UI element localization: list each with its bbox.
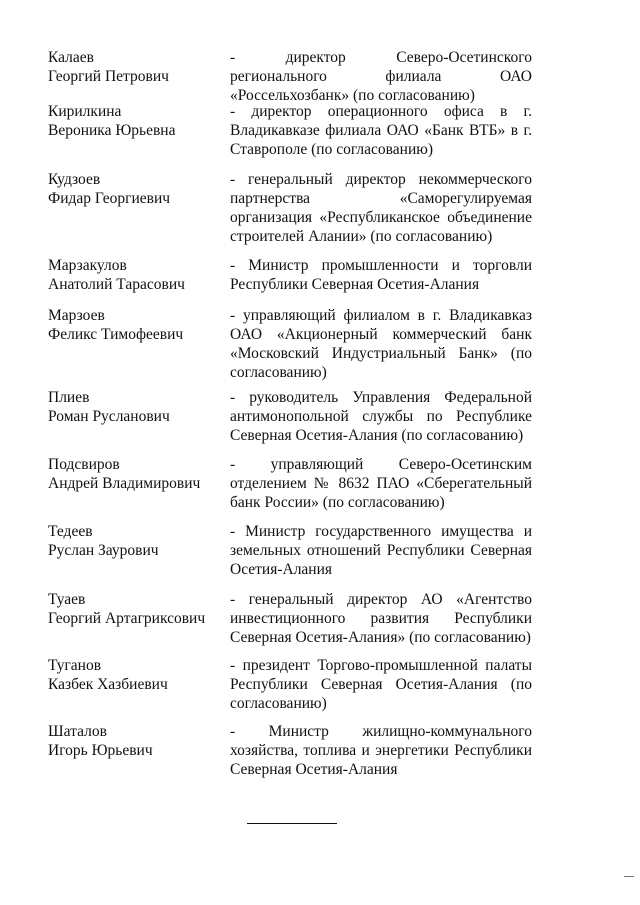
member-name (48, 256, 223, 294)
member-name (48, 102, 223, 140)
scan-edge-mark (624, 876, 634, 877)
member-role: - президент Торгово-промышленной палаты Республики Северная Осетия-Алания (по согласованию) (230, 657, 532, 712)
member-given-name: Казбек Хазбиевич (48, 676, 168, 693)
member-given-name: Георгий Артагриксович (48, 610, 206, 627)
member-given-name: Георгий Петрович (48, 68, 169, 85)
end-divider (247, 823, 337, 824)
member-given-name: Фидар Георгиевич (48, 190, 171, 207)
member-given-name: Андрей Владимирович (48, 475, 201, 492)
member-surname: Марзакулов (48, 257, 127, 274)
member-role: - управляющий филиалом в г. Владикавказ ОАО «Акционерный коммерческий банк «Московский Индустриальный Банк» (по согласованию) (230, 307, 532, 381)
member-given-name: Руслан Заурович (48, 542, 159, 559)
member-given-name: Феликс Тимофеевич (48, 326, 184, 343)
member-role: - Министр жилищно-коммунального хозяйства, топлива и энергетики Республики Северная Осетия-Алания (230, 723, 532, 778)
member-surname: Туаев (48, 591, 86, 608)
member-surname: Марзоев (48, 307, 105, 324)
member-surname: Шаталов (48, 723, 107, 740)
member-name (48, 48, 223, 86)
member-given-name: Вероника Юрьевна (48, 122, 176, 139)
member-surname: Плиев (48, 389, 90, 406)
member-given-name: Роман Русланович (48, 408, 170, 425)
member-role: - директор операционного офиса в г. Владикавказе филиала ОАО «Банк ВТБ» в г. Ставрополе (по согласованию) (230, 103, 532, 158)
member-name (48, 522, 223, 560)
member-role: - директор Северо-Осетинского регионального филиала ОАО «Россельхозбанк» (по согласованию) (230, 49, 532, 104)
member-role: - Министр промышленности и торговли Республики Северная Осетия-Алания (230, 257, 532, 293)
member-name (48, 722, 223, 760)
member-role: - генеральный директор некоммерческого партнерства «Саморегулируемая организация «Республиканское объединение строителей Алании» (по согласованию) (230, 171, 532, 245)
member-surname: Туганов (48, 657, 102, 674)
member-given-name: Игорь Юрьевич (48, 742, 153, 759)
member-surname: Калаев (48, 49, 94, 66)
member-role: - руководитель Управления Федеральной антимонопольной службы по Республике Северная Осетия-Алания (по согласованию) (230, 389, 532, 444)
member-name (48, 170, 223, 208)
member-role: - генеральный директор АО «Агентство инвестиционного развития Республики Северная Осетия-Алания» (по согласованию) (230, 591, 532, 646)
member-name (48, 656, 223, 694)
member-surname: Подсвиров (48, 456, 120, 473)
member-role: - управляющий Северо-Осетинским отделением № 8632 ПАО «Сберегательный банк России» (по согласованию) (230, 456, 532, 511)
member-name (48, 455, 223, 493)
member-surname: Кудзоев (48, 171, 101, 188)
member-name (48, 590, 223, 628)
member-role: - Министр государственного имущества и земельных отношений Республики Северная Осетия-Алания (230, 523, 532, 578)
member-given-name: Анатолий Тарасович (48, 276, 185, 293)
member-surname: Кирилкина (48, 103, 122, 120)
member-name (48, 306, 223, 344)
member-surname: Тедеев (48, 523, 93, 540)
member-name (48, 388, 223, 426)
